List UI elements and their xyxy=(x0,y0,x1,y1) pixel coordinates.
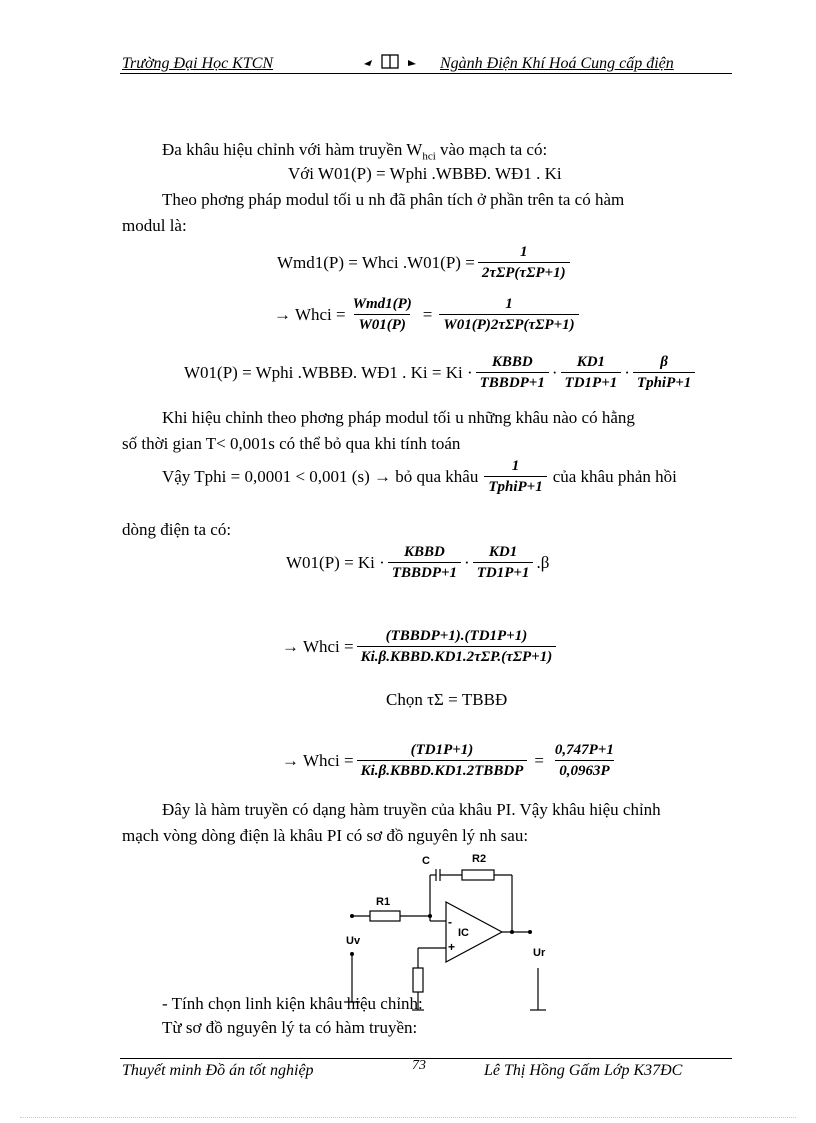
label-r1: R1 xyxy=(376,896,391,908)
eq-left: W01(P) = Wphi .WBBĐ. WĐ1 . Ki = Ki · xyxy=(184,362,473,382)
header-right: Ngành Điện Khí Hoá Cung cấp điện xyxy=(440,55,674,72)
denominator: W01(P)2τΣP(τΣP+1) xyxy=(439,314,578,333)
fraction xyxy=(357,628,557,665)
denominator: 0,0963P xyxy=(555,760,613,779)
numerator: KD1 xyxy=(576,354,606,370)
header-left: Trường Đại Học KTCN xyxy=(122,55,274,72)
denominator: TD1P+1 xyxy=(473,562,534,581)
numerator: 1 xyxy=(511,458,520,474)
numerator: β xyxy=(660,354,668,370)
fraction xyxy=(473,544,534,581)
fraction xyxy=(551,742,618,779)
label-r2: R2 xyxy=(472,853,487,865)
paragraph-line-11: - Tính chọn linh kiện khâu hiệu chỉnh: xyxy=(162,994,423,1013)
paragraph-line-4: modul là: xyxy=(122,216,187,235)
equation-wmd1 xyxy=(277,244,573,281)
eq-left: → Whci = xyxy=(282,636,354,656)
formula-w01: Với W01(P) = Wphi .WBBĐ. WĐ1 . Ki xyxy=(288,164,562,183)
eq-left: W01(P) = Ki · xyxy=(286,552,385,572)
fraction xyxy=(357,742,528,779)
fraction xyxy=(439,296,578,333)
equation-w01-reduced: W01(P) = Ki · $\frac{\text{KBBD}}{\text{TBBDP+1}}$ · $\frac{KD1}{TD1P+1}$ .β xyxy=(286,544,550,581)
footer-left: Thuyết minh Đồ án tốt nghiệp xyxy=(122,1062,314,1079)
eq-left: → Whci = xyxy=(274,304,346,324)
numerator: KBBD xyxy=(404,544,445,560)
fraction xyxy=(484,458,546,495)
numerator: 1 xyxy=(505,296,513,312)
denominator: W01(P) xyxy=(354,314,410,333)
denominator: Ki.β.KBBD.KD1.2TBBDP xyxy=(357,760,528,779)
denominator: TphiP+1 xyxy=(484,476,546,495)
equation-whci-1: → Whci = $\frac{\text{Wmd1(P)}}{W01(P)}$ = $\frac{1}{\text{W01(P)2τΣP(τΣP+1)}}$ xyxy=(274,296,582,333)
text: Vậy Tphi = 0,0001 < 0,001 (s) → bỏ qua khâu xyxy=(162,466,479,486)
footer-rule xyxy=(120,1058,732,1059)
fraction xyxy=(561,354,622,391)
paragraph-line-8: dòng điện ta có: xyxy=(122,520,232,539)
label-uv: Uv xyxy=(346,935,361,947)
denominator: Ki.β.KBBD.KD1.2τΣP.(τΣP+1) xyxy=(357,646,557,665)
label-c: C xyxy=(422,855,430,867)
header-rule xyxy=(120,73,732,74)
paragraph-line-12: Từ sơ đồ nguyên lý ta có hàm truyền: xyxy=(162,1018,418,1037)
page-bottom-dotted-line xyxy=(20,1117,796,1118)
eq-tail: .β xyxy=(536,552,550,572)
fraction xyxy=(349,296,416,333)
denominator: TphiP+1 xyxy=(633,372,695,391)
equation-whci-2 xyxy=(282,628,559,665)
label-minus: - xyxy=(448,915,452,929)
equation-whci-3: → Whci = $\frac{(TD1P+1)}{\text{Ki.β.KBBD.KD1.2TBBDP}}$ = $\frac{0,747P+1}{0,0963P}$ xyxy=(282,742,621,779)
denominator: TBBDP+1 xyxy=(476,372,549,391)
fraction xyxy=(633,354,695,391)
text: Đa khâu hiệu chỉnh với hàm truyền W xyxy=(162,140,423,159)
denominator: 2τΣP(τΣP+1) xyxy=(478,262,570,281)
fraction xyxy=(478,244,570,281)
paragraph-line-5: Khi hiệu chỉnh theo phơng pháp modul tối u những khâu nào có hằng xyxy=(162,408,635,427)
eq-left: → Whci = xyxy=(282,750,354,770)
paragraph-line-6: số thời gian T< 0,001s có thể bỏ qua khi tính toán xyxy=(122,434,461,453)
numerator: (TD1P+1) xyxy=(410,742,474,758)
footer-right: Lê Thị Hồng Gấm Lớp K37ĐC xyxy=(484,1062,683,1079)
numerator: 0,747P+1 xyxy=(554,742,614,758)
chon-tau: Chọn τΣ = TBBĐ xyxy=(386,690,508,709)
numerator: KD1 xyxy=(488,544,518,560)
label-ur: Ur xyxy=(533,947,546,959)
fraction xyxy=(388,544,461,581)
label-plus: + xyxy=(448,940,456,954)
denominator: TD1P+1 xyxy=(561,372,622,391)
pi-circuit-diagram xyxy=(330,850,570,1015)
paragraph-line-7 xyxy=(162,458,677,495)
paragraph-line-3: Theo phơng pháp modul tối u nh đã phân tích ở phần trên ta có hàm xyxy=(162,190,625,209)
text-sub: hci xyxy=(422,150,436,163)
eq-left: Wmd1(P) = Whci .W01(P) = xyxy=(277,252,475,272)
page-number: 73 xyxy=(412,1058,426,1073)
paragraph-line-1 xyxy=(162,140,547,162)
text: vào mạch ta có: xyxy=(435,140,548,159)
numerator: 1 xyxy=(519,244,528,260)
numerator: KBBD xyxy=(491,354,533,370)
denominator: TBBDP+1 xyxy=(388,562,461,581)
equation-w01-full: W01(P) = Wphi .WBBĐ. WĐ1 . Ki = Ki · $\frac{\text{KBBD}}{\text{TBBDP+1}}$ · $\frac{KD1}{TD1P+1}$ · $\frac{\beta}{\text{TphiP+1}}$ xyxy=(184,354,698,391)
paragraph-line-10: mạch vòng dòng điện là khâu PI có sơ đồ nguyên lý nh sau: xyxy=(122,826,529,845)
paragraph-line-9: Đây là hàm truyền có dạng hàm truyền của khâu PI. Vậy khâu hiệu chỉnh xyxy=(162,800,661,819)
numerator: (TBBDP+1).(TD1P+1) xyxy=(385,628,528,644)
numerator: Wmd1(P) xyxy=(352,296,412,312)
fraction xyxy=(476,354,549,391)
label-ic: IC xyxy=(458,927,469,939)
text: của khâu phản hồi xyxy=(552,466,677,486)
